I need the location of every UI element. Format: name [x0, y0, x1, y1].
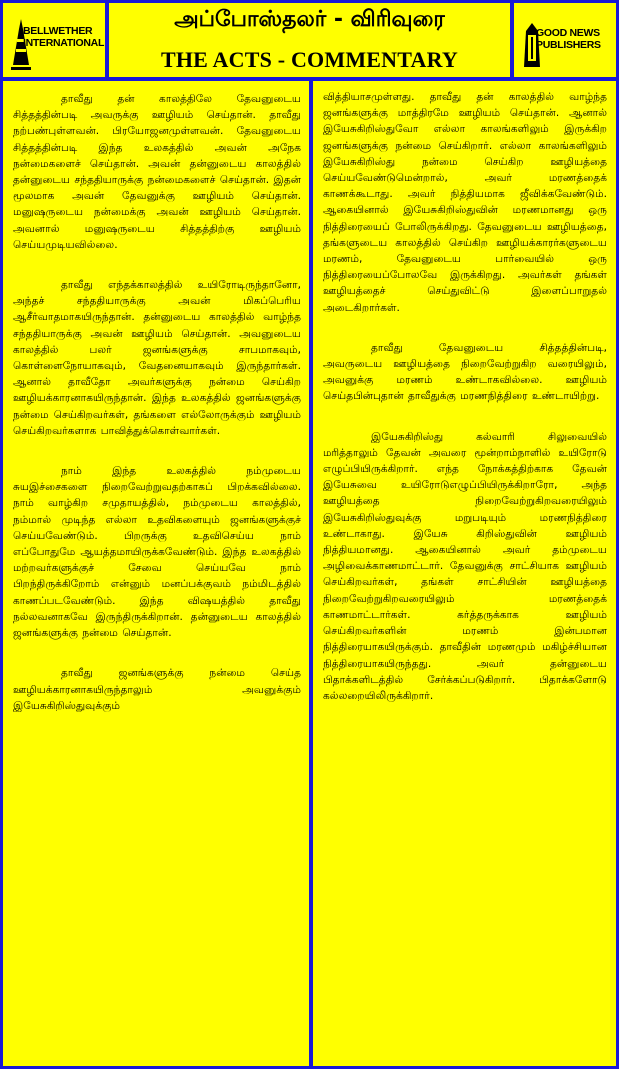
title-box — [109, 3, 510, 77]
bellwether-logo — [3, 3, 105, 77]
title-english: THE ACTS - COMMENTARY — [161, 47, 458, 72]
right-column — [313, 81, 616, 1066]
paragraph: வித்தியாசமுள்ளது. தாவீது தன் காலத்தில் வாழ்ந்த ஜனங்களுக்கு மாத்திரமே ஊழியம் செய்தான். ஆனால் இயேசுகிறிஸ்துவோ எல்லா காலங்களிலும் இருக்கிற ஜனங்களுக்கு நன்மை செய்கிறார். எல்லா காலங்களிலும் இயேசுகிறிஸ்து நன்மை செய்கிற ஊழியத்தை செய்யவேண்டுமென்றால், அவர் மரணத்தைக் காணக்கூடாது. அவர் நித்தியமாக ஜீவிக்கவேண்டும். ஆகையினால் இயேசுகிறிஸ்துவின் மரணமானது ஒரு நித்திரையைப் போலிருக்கிறது. தேவனுடைய ஊழியத்தை, தங்களுடைய காலத்தில் செய்கிற ஊழியக்காரர்களுடைய மரணம், தேவனுடைய பார்வையில் ஒரு நித்திரையைப்போலவே இருக்கிறது. அவர்கள் தங்கள் ஊழியத்தைச் செய்துவிட்டு இளைப்பாறுதல் அடைகிறார்கள். — [323, 91, 607, 314]
title-tamil: அப்போஸ்தலர் - விரிவுரை — [174, 7, 445, 32]
paragraph: இயேசுகிறிஸ்து கல்வாரி சிலுவையில் மரித்தாலும் தேவன் அவரை மூன்றாம்நாளில் உயிரோடு எழுப்பியிருக்கிறார். எந்த நோக்கத்திற்காக தேவன் இயேசுவை உயிரோடுஎழுப்பியிருக்கிறாரோ, அந்த ஊழியத்தை நிறைவேற்றுகிறவரையிலும் இயேசுகிறிஸ்துவுக்கு மறுபடியும் மரணநித்திரை உண்டாகாது. இயேசு கிறிஸ்துவின் ஊழியம் நித்தியமானது. ஆகையினால் அவர் தம்முடைய அழிவைக்காணமாட்டார். தேவனுக்கு சாட்சியாக ஊழியம் செய்கிறவர்கள், தங்கள் சாட்சியின் ஊழியத்தை நிறைவேற்றுகிறவரையிலும் மரணத்தைக் காணமாட்டார்கள். கர்த்தருக்காக ஊழியம் செய்கிறவர்களின் மரணம் இன்பமான நித்திரையாகயிருக்கும். தாவீதின் மரணமும் மகிழ்ச்சியான நித்திரையாகயிருந்தது. அவர் தன்னுடைய பிதாக்களிடத்தில் சேர்க்கப்படுகிறார். பிதாக்களோடு கல்லறையிலிருக்கிறார். — [323, 430, 607, 702]
paragraph: தாவீது எந்தக்காலத்தில் உயிரோடிருந்தானோ, அந்தச் சந்ததியாருக்கு அவன் மிகப்பெரிய ஆசீர்வாதமாகயிருந்தான். தன்னுடைய காலத்தில் வாழ்ந்த சந்ததியாருக்கு அவன் ஊழியம் செய்தான். அவனுடைய காலத்தில் பலர் ஜனங்களுக்கு சாபமாகவும், கொள்ளைநோயாகவும், வேதனையாகவும் இருந்தார்கள். ஆனால் தாவீதோ அவர்களுக்கு நன்மை செய்கிற ஊழியக்காரனாகயிருந்தான். இந்த உலகத்தில் ஜனங்களுக்கு நன்மை செய்கிறவர்கள், தங்களை எல்லோருக்கும் ஊழியம் செய்கிறவர்களாக பாவித்துக்கொள்வார்கள். — [13, 279, 301, 437]
paragraph: நாம் இந்த உலகத்தில் நம்முடைய சுயஇச்சைகளை நிறைவேற்றுவதற்காகப் பிறக்கவில்லை. நாம் வாழ்கிற சமுதாயத்தில், நம்முடைய காலத்தில், நம்மால் முடிந்த எல்லா உதவிகளையும் ஜனங்களுக்குச் செய்யவேண்டும். பிறருக்கு உதவிசெய்ய நாம் எப்போதுமே ஆயத்தமாயிருக்கவேண்டும். இந்த உலகத்தில் மற்றவர்களுக்குச் சேவை செய்யவே நாம் பிறந்திருக்கிறோம் என்னும் மனப்பக்குவம் நம்மிடத்தில் காணப்படவேண்டும். இந்த விஷயத்தில் தாவீது நல்லவனாகவே இருந்திருக்கிறான். தன்னுடைய காலத்தில் ஜனங்களுக்கு நன்மை செய்தான். — [13, 465, 301, 640]
good-news-logo — [514, 3, 616, 77]
paragraph: தாவீது தன் காலத்திலே தேவனுடைய சித்தத்தின்படி அவருக்கு ஊழியம் செய்தான். தாவீது நற்பண்புள்ளவன். பிரயோஜனமுள்ளவன். தேவனுடைய சித்தத்தின்படி இந்த உலகத்தில் அவன் அநேக நன்மைகளைச் செய்தான். அவன் தன்னுடைய காலத்தில் தன்னுடைய சந்ததியாருக்கு நன்மைகளைச் செய்தான். இதன் மூலமாக அவன் தேவனுக்கு ஊழியம் செய்தான். மனுஷருடைய நன்மைக்கு அவன் ஊழியம் செய்தான். அவனால் மனுஷருடைய சித்தத்திற்கு ஊழியம் செய்யமுடியவில்லை. — [13, 93, 301, 251]
paragraph: தாவீது தேவனுடைய சித்தத்தின்படி, அவருடைய ஊழியத்தை நிறைவேற்றுகிற வரையிலும், அவனுக்கு மரணம் உண்டாகவில்லை. ஊழியம் செய்தபின்புதான் தாவீதுக்கு மரணநித்திரை உண்டாயிற்று. — [323, 341, 607, 403]
left-column — [3, 81, 309, 1066]
right-logo-text: GOOD NEWS PUBLISHERS — [536, 27, 601, 51]
left-logo-text: BELLWETHER INTERNATIONAL — [23, 25, 105, 49]
header-bar — [3, 3, 616, 77]
paragraph: தாவீது ஜனங்களுக்கு நன்மை செய்த ஊழியக்காரனாகயிருந்தாலும் அவனுக்கும் இயேசுகிறிஸ்துவுக்கும் — [13, 667, 301, 712]
